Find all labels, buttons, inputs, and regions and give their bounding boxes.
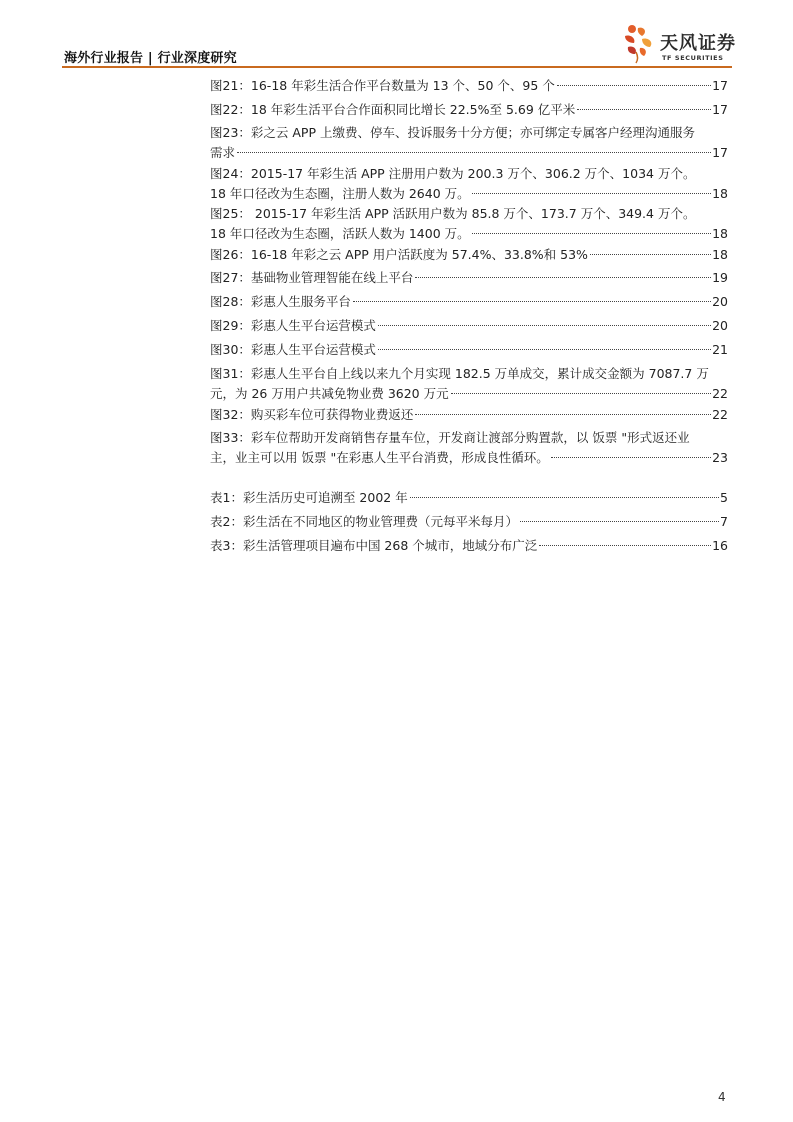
dot-leader	[472, 192, 711, 194]
toc-entry-text: 图21：16-18 年彩生活合作平台数量为 13 个、50 个、95 个	[210, 78, 555, 93]
toc-entry-page: 18	[712, 225, 728, 241]
toc-entry-page: 18	[712, 185, 728, 201]
toc-entry-figure-32[interactable]	[210, 405, 728, 425]
dot-leader	[410, 496, 719, 498]
toc-entry-text: 图25： 2015-17 年彩生活 APP 活跃用户数为 85.8 万个、173.7 万个、349.4 万个。	[210, 206, 696, 221]
dot-leader	[590, 253, 711, 255]
toc-entry-figure-33[interactable]	[210, 428, 728, 467]
logo-english-name: TF SECURITIES	[662, 54, 724, 62]
toc-entry-text: 图27：基础物业管理智能在线上平台	[210, 270, 414, 285]
toc-entry-figure-21[interactable]	[210, 76, 728, 96]
toc-entry-page: 23	[712, 449, 728, 465]
toc-entry-text-cont: 18 年口径改为生态圈，活跃人数为 1400 万。	[210, 225, 470, 241]
report-header-title: 海外行业报告 | 行业深度研究	[64, 51, 237, 66]
toc-entry-text-cont: 需求	[210, 144, 236, 160]
toc-entry-figure-22[interactable]	[210, 100, 728, 120]
toc-entry-text: 图23：彩之云 APP 上缴费、停车、投诉服务十分方便；亦可绑定专属客户经理沟通服务	[210, 125, 695, 140]
toc-entry-text: 图24：2015-17 年彩生活 APP 注册用户数为 200.3 万个、306.2 万个、1034 万个。	[210, 166, 696, 181]
dot-leader	[577, 108, 711, 110]
toc-entry-table-1[interactable]	[210, 488, 728, 508]
toc-entry-text: 图30：彩惠人生平台运营模式	[210, 342, 376, 357]
toc-entry-page: 19	[712, 270, 728, 285]
toc-entry-text: 表1：彩生活历史可追溯至 2002 年	[210, 490, 408, 505]
toc-entry-text-cont: 主，业主可以用 饭票 "在彩惠人生平台消费，形成良性循环。	[210, 449, 549, 465]
toc-entry-figure-28[interactable]	[210, 292, 728, 312]
toc-entry-figure-26[interactable]	[210, 245, 728, 265]
toc-entry-page: 16	[712, 538, 728, 553]
toc-entry-page: 17	[712, 144, 728, 160]
toc-entry-figure-29[interactable]	[210, 316, 728, 336]
page-number: 4	[718, 1090, 726, 1104]
logo-chinese-name: 天风证券	[660, 33, 736, 54]
toc-entry-figure-24[interactable]	[210, 164, 728, 203]
toc-entry-text-cont: 18 年口径改为生态圈，注册人数为 2640 万。	[210, 185, 470, 201]
dot-leader	[378, 348, 711, 350]
toc-entry-page: 17	[712, 101, 728, 117]
dot-leader	[539, 544, 711, 546]
dot-leader	[415, 276, 711, 278]
toc-entry-text: 图29：彩惠人生平台运营模式	[210, 318, 376, 333]
toc-entry-figure-31[interactable]	[210, 364, 728, 403]
toc-entry-page: 7	[720, 514, 728, 529]
toc-entry-text: 图26：16-18 年彩之云 APP 用户活跃度为 57.4%、33.8%和 53%	[210, 246, 588, 262]
toc-entry-text: 图22：18 年彩生活平台合作面积同比增长 22.5%至 5.69 亿平米	[210, 101, 576, 117]
dot-leader	[551, 456, 711, 458]
toc-entry-table-3[interactable]	[210, 536, 728, 556]
toc-entry-figure-25[interactable]	[210, 204, 728, 243]
toc-entry-page: 18	[712, 246, 728, 262]
toc-entry-text: 表2：彩生活在不同地区的物业管理费（元每平米每月）	[210, 514, 518, 529]
toc-entry-text-cont: 元，为 26 万用户共减免物业费 3620 万元	[210, 385, 449, 401]
toc-entry-text: 图33：彩车位帮助开发商销售存量车位，开发商让渡部分购置款，以 饭票 "形式返还业	[210, 430, 690, 445]
toc-entry-page: 20	[712, 318, 728, 333]
dot-leader	[557, 84, 711, 86]
toc-entry-text: 表3：彩生活管理项目遍布中国 268 个城市，地域分布广泛	[210, 538, 538, 553]
toc-entry-figure-23[interactable]	[210, 123, 728, 162]
dot-leader	[353, 300, 711, 302]
toc-entry-text: 图32：购买彩车位可获得物业费返还	[210, 406, 414, 422]
dot-leader	[378, 324, 711, 326]
toc-entry-page: 22	[712, 385, 728, 401]
toc-entry-text: 图31：彩惠人生平台自上线以来九个月实现 182.5 万单成交，累计成交金额为 7087.7 万	[210, 366, 709, 381]
toc-entry-page: 5	[720, 490, 728, 505]
toc-entry-table-2[interactable]	[210, 512, 728, 532]
toc-entry-page: 22	[712, 406, 728, 422]
toc-entry-figure-27[interactable]	[210, 268, 728, 288]
toc-entry-text: 图28：彩惠人生服务平台	[210, 294, 351, 309]
dot-leader	[520, 520, 719, 522]
toc-entry-page: 21	[712, 342, 728, 357]
dot-leader	[237, 151, 711, 153]
dot-leader	[415, 413, 711, 415]
toc-entry-page: 20	[712, 294, 728, 309]
dot-leader	[472, 232, 711, 234]
toc-entry-page: 17	[712, 78, 728, 93]
toc-entry-figure-30[interactable]	[210, 340, 728, 360]
dot-leader	[451, 392, 711, 394]
